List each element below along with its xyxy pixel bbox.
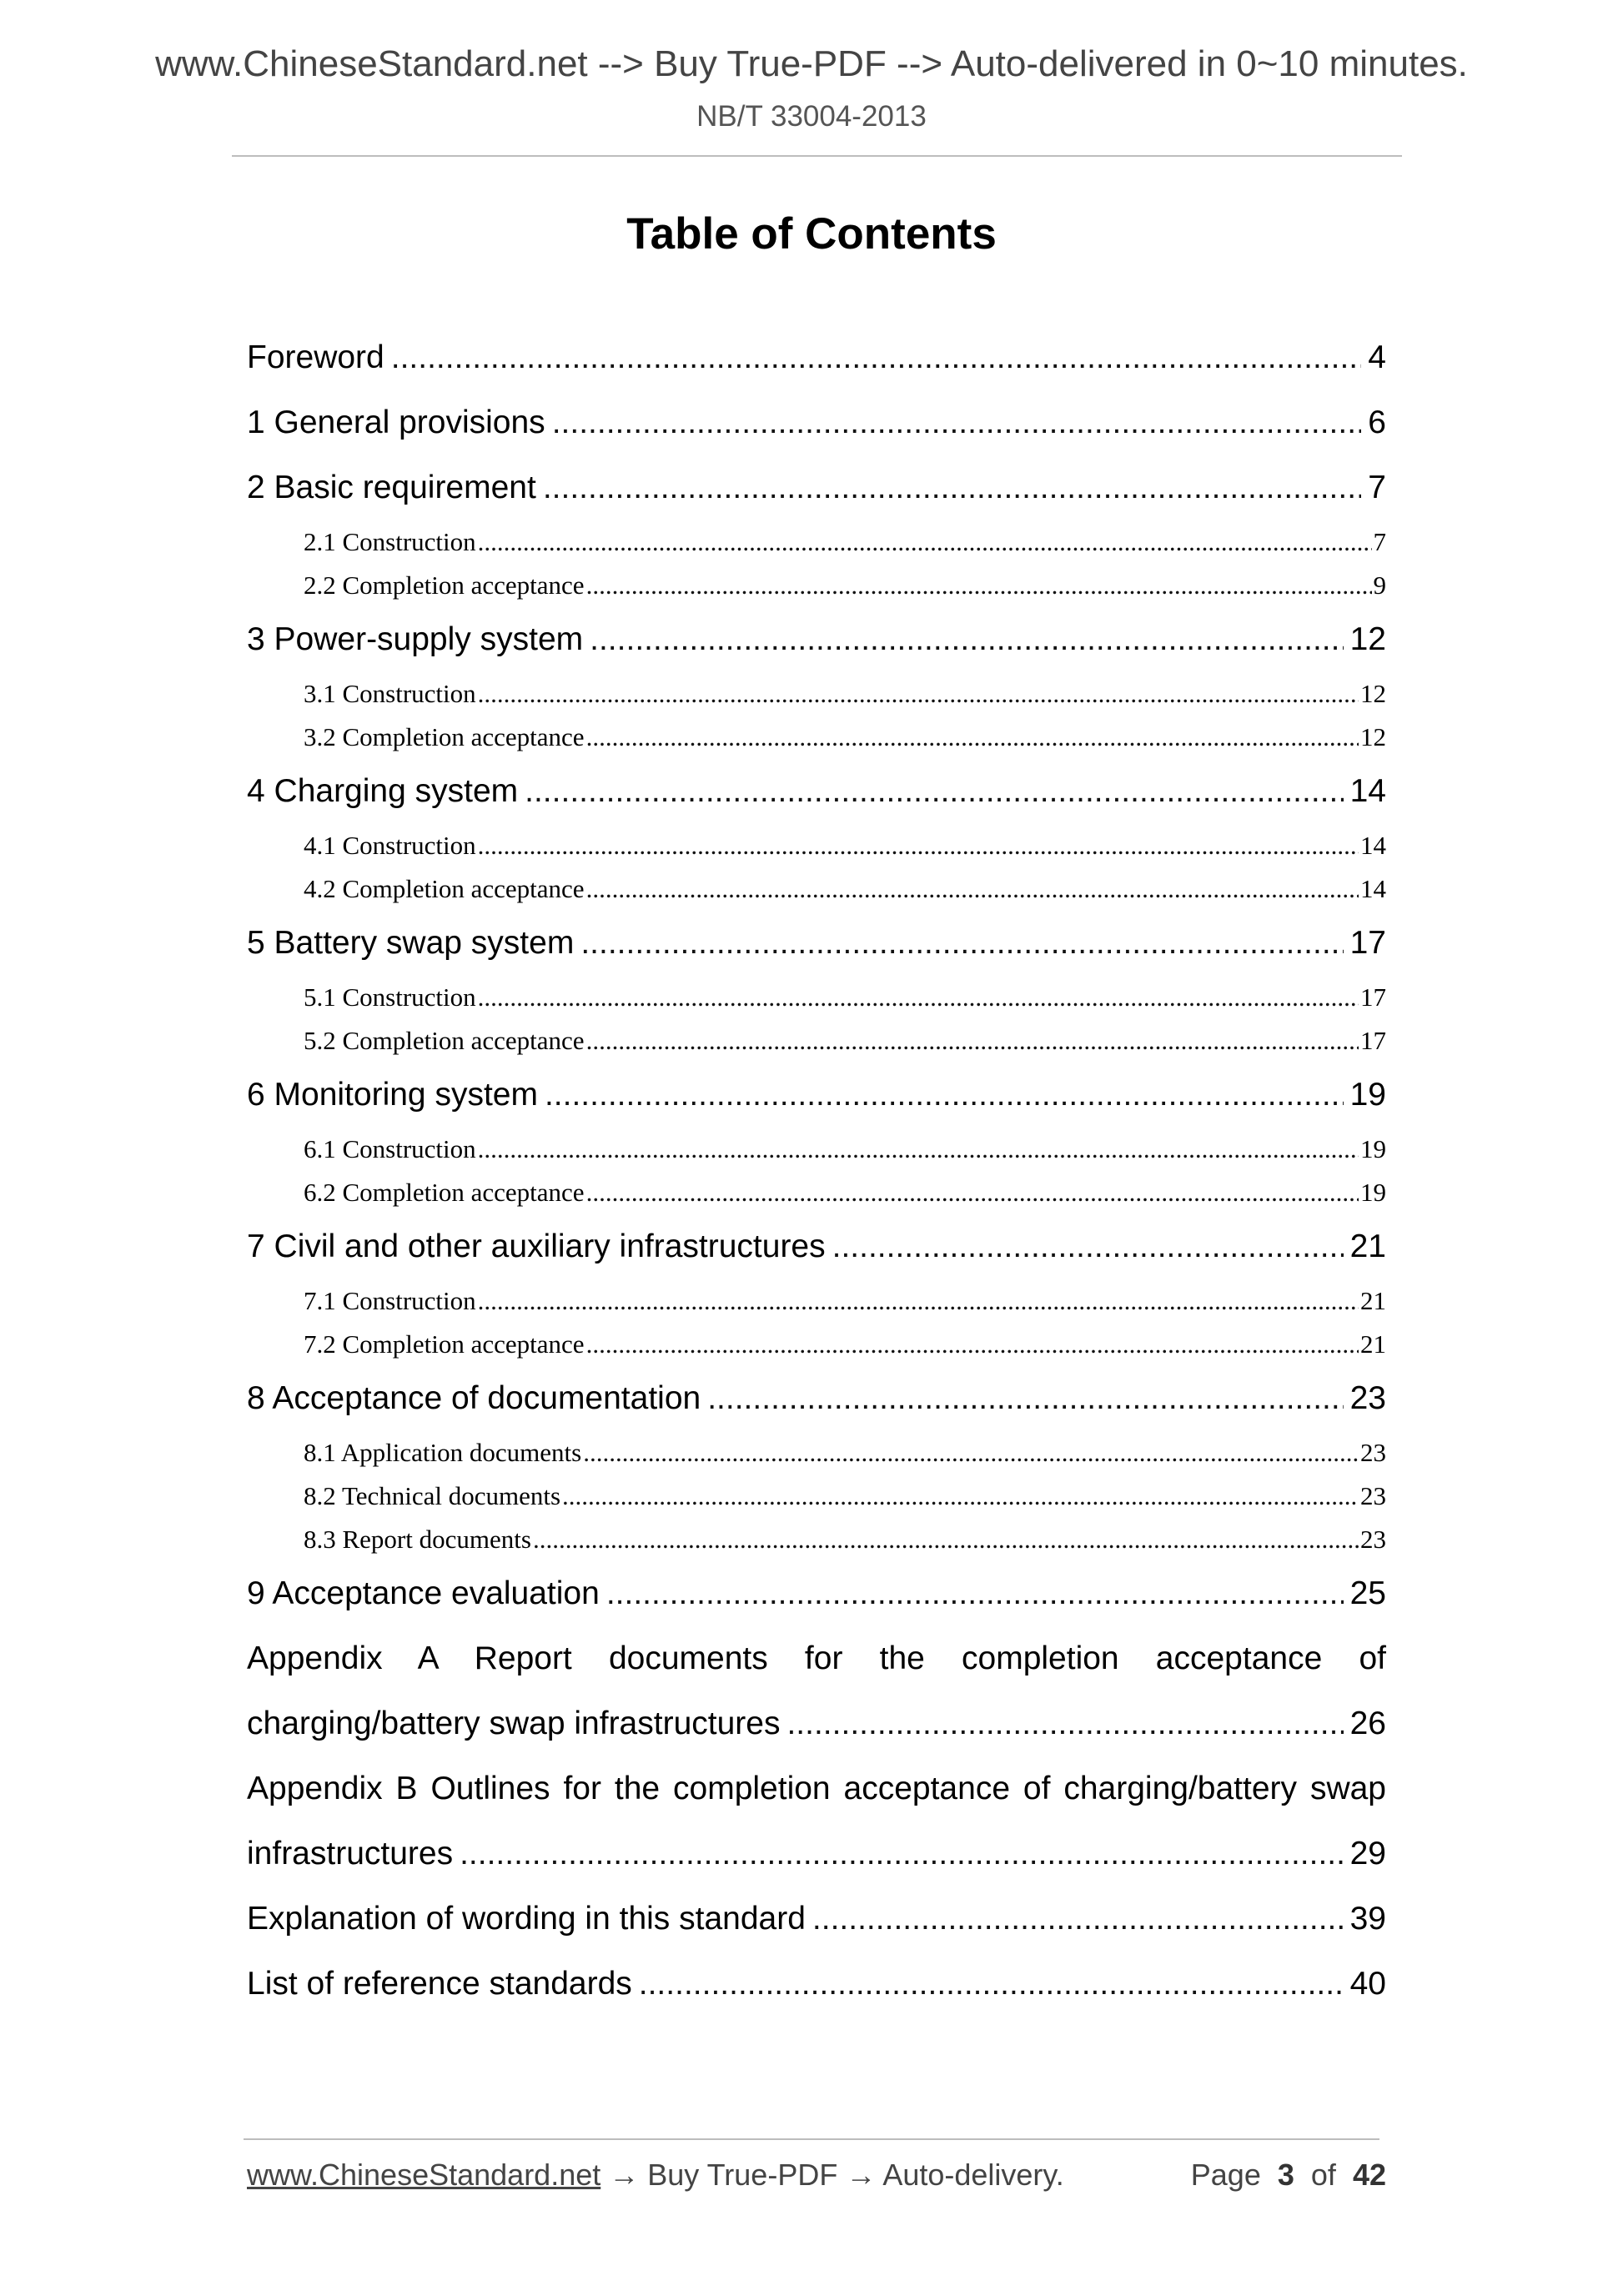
dot-leader	[543, 455, 1361, 520]
of-word: of	[1310, 2158, 1336, 2192]
standard-code: NB/T 33004-2013	[696, 100, 927, 133]
toc-page-number: 12	[1360, 722, 1386, 751]
dot-leader	[586, 1171, 1359, 1214]
current-page-number: 3	[1277, 2158, 1294, 2192]
dot-leader	[586, 1323, 1359, 1366]
toc-entry-label: 8.2 Technical documents	[304, 1481, 561, 1510]
toc-entry-label: 5 Battery swap system	[247, 925, 575, 961]
dot-leader	[478, 672, 1359, 716]
toc-subentry[interactable]	[247, 1019, 1386, 1063]
dot-leader	[580, 911, 1343, 976]
toc-page-number: 19	[1349, 1077, 1386, 1113]
toc-entry-label: 5.1 Construction	[304, 982, 476, 1012]
footer-promo	[247, 2158, 1064, 2193]
toc-subentry[interactable]	[247, 1475, 1386, 1518]
toc-entry[interactable]	[247, 607, 1386, 672]
toc-entry-label: 6.2 Completion acceptance	[304, 1178, 585, 1207]
toc-entry-label: 3 Power-supply system	[247, 621, 584, 657]
toc-page-number: 21	[1360, 1329, 1386, 1359]
page-title: Table of Contents	[626, 209, 997, 259]
dot-leader	[583, 1431, 1359, 1475]
toc-page-number: 39	[1349, 1901, 1386, 1937]
toc-entry-label: 7 Civil and other auxiliary infrastructures	[247, 1228, 826, 1264]
dot-leader	[639, 1952, 1344, 2017]
appendix-entry[interactable]	[247, 1691, 1386, 1756]
toc-page-number: 23	[1360, 1438, 1386, 1467]
toc-entry[interactable]	[247, 455, 1386, 520]
toc-page-number: 21	[1360, 1286, 1386, 1315]
toc-page-number: 23	[1360, 1525, 1386, 1554]
toc-entry[interactable]	[247, 911, 1386, 976]
toc-entry-label: 4.2 Completion acceptance	[304, 874, 585, 903]
toc-page-number: 6	[1368, 404, 1386, 440]
dot-leader	[478, 1128, 1359, 1171]
toc-entry-label: 2.2 Completion acceptance	[304, 570, 585, 600]
toc-page-number: 23	[1349, 1380, 1386, 1416]
toc-subentry[interactable]	[247, 1323, 1386, 1366]
dot-leader	[586, 564, 1372, 607]
appendix-entry[interactable]	[247, 1821, 1386, 1887]
toc-page-number: 12	[1349, 621, 1386, 657]
toc-entry-label: 6 Monitoring system	[247, 1077, 538, 1113]
dot-leader	[552, 390, 1362, 455]
toc-page-number: 21	[1349, 1228, 1386, 1264]
table-of-contents	[247, 325, 1386, 2017]
dot-leader	[812, 1887, 1344, 1952]
toc-subentry[interactable]	[247, 672, 1386, 716]
dot-leader	[707, 1366, 1343, 1431]
appendix-entry-line1[interactable]: Appendix B Outlines for the completion acceptance of charging/battery swap	[247, 1771, 1386, 1806]
toc-subentry[interactable]	[247, 1279, 1386, 1323]
dot-leader	[590, 607, 1343, 672]
dot-leader	[478, 824, 1359, 867]
toc-subentry[interactable]	[247, 976, 1386, 1019]
toc-page-number: 12	[1360, 679, 1386, 708]
dot-leader	[586, 716, 1359, 759]
toc-entry-label: 8.3 Report documents	[304, 1525, 531, 1554]
toc-entry[interactable]	[247, 1366, 1386, 1431]
toc-entry[interactable]	[247, 390, 1386, 455]
toc-subentry[interactable]	[247, 716, 1386, 759]
footer-divider	[244, 2138, 1379, 2140]
total-pages-number: 42	[1352, 2158, 1386, 2192]
toc-entry-label: 7.2 Completion acceptance	[304, 1329, 585, 1359]
toc-entry[interactable]	[247, 1952, 1386, 2017]
toc-entry-label: 3.2 Completion acceptance	[304, 722, 585, 751]
dot-leader	[460, 1821, 1344, 1887]
dot-leader	[391, 325, 1362, 390]
toc-subentry[interactable]	[247, 564, 1386, 607]
footer-promo-text: → Buy True-PDF → Auto-delivery.	[600, 2158, 1064, 2192]
dot-leader	[478, 1279, 1359, 1323]
toc-entry-label: 4 Charging system	[247, 773, 519, 809]
toc-page-number: 7	[1373, 527, 1386, 556]
toc-entry-label: 4.1 Construction	[304, 831, 476, 860]
toc-page-number: 19	[1360, 1134, 1386, 1163]
page-counter	[1191, 2158, 1386, 2193]
toc-page-number: 14	[1360, 874, 1386, 903]
toc-page-number: 25	[1349, 1575, 1386, 1611]
appendix-entry-line1[interactable]: Appendix A Report documents for the completion acceptance of	[247, 1640, 1386, 1676]
dot-leader	[533, 1518, 1359, 1561]
header-banner: www.ChineseStandard.net --> Buy True-PDF --> Auto-delivered in 0~10 minutes.	[155, 43, 1468, 84]
toc-entry-label: Explanation of wording in this standard	[247, 1901, 806, 1937]
toc-entry-label: 7.1 Construction	[304, 1286, 476, 1315]
toc-entry-label: List of reference standards	[247, 1966, 632, 2002]
toc-subentry[interactable]	[247, 1431, 1386, 1475]
toc-page-number: 9	[1373, 570, 1386, 600]
header-divider	[232, 155, 1402, 157]
toc-page-number: 14	[1349, 773, 1386, 809]
toc-entry[interactable]	[247, 1214, 1386, 1279]
toc-entry-label: infrastructures	[247, 1836, 454, 1871]
toc-subentry[interactable]	[247, 1128, 1386, 1171]
toc-entry-label: Foreword	[247, 339, 384, 375]
toc-entry-label: charging/battery swap infrastructures	[247, 1706, 781, 1741]
toc-entry-label: 3.1 Construction	[304, 679, 476, 708]
toc-entry[interactable]	[247, 759, 1386, 824]
dot-leader	[606, 1561, 1344, 1626]
toc-subentry[interactable]	[247, 520, 1386, 564]
footer-site-link[interactable]: www.ChineseStandard.net	[247, 2158, 601, 2192]
toc-entry-label: 8 Acceptance of documentation	[247, 1380, 701, 1416]
toc-subentry[interactable]	[247, 1171, 1386, 1214]
dot-leader	[786, 1691, 1343, 1756]
dot-leader	[586, 1019, 1359, 1063]
toc-entry-label: 5.2 Completion acceptance	[304, 1026, 585, 1055]
toc-page-number: 4	[1368, 339, 1386, 375]
toc-entry-label: 2 Basic requirement	[247, 470, 536, 505]
toc-page-number: 17	[1349, 925, 1386, 961]
toc-page-number: 23	[1360, 1481, 1386, 1510]
dot-leader	[478, 520, 1372, 564]
toc-page-number: 7	[1368, 470, 1386, 505]
toc-entry-label: 9 Acceptance evaluation	[247, 1575, 600, 1611]
toc-subentry[interactable]	[247, 824, 1386, 867]
toc-page-number: 17	[1360, 1026, 1386, 1055]
toc-page-number: 29	[1349, 1836, 1386, 1871]
toc-subentry[interactable]	[247, 867, 1386, 911]
dot-leader	[545, 1063, 1344, 1128]
dot-leader	[586, 867, 1359, 911]
dot-leader	[562, 1475, 1359, 1518]
toc-entry-label: 2.1 Construction	[304, 527, 476, 556]
toc-page-number: 14	[1360, 831, 1386, 860]
toc-page-number: 40	[1349, 1966, 1386, 2002]
toc-page-number: 19	[1360, 1178, 1386, 1207]
toc-entry[interactable]	[247, 1887, 1386, 1952]
toc-subentry[interactable]	[247, 1518, 1386, 1561]
toc-page-number: 26	[1349, 1706, 1386, 1741]
dot-leader	[832, 1214, 1344, 1279]
dot-leader	[478, 976, 1359, 1019]
toc-entry-label: 8.1 Application documents	[304, 1438, 582, 1467]
toc-entry[interactable]	[247, 1561, 1386, 1626]
toc-entry[interactable]	[247, 325, 1386, 390]
toc-entry[interactable]	[247, 1063, 1386, 1128]
toc-entry-label: 1 General provisions	[247, 404, 545, 440]
dot-leader	[525, 759, 1343, 824]
page-word: Page	[1190, 2158, 1261, 2192]
toc-entry-label: 6.1 Construction	[304, 1134, 476, 1163]
toc-page-number: 17	[1360, 982, 1386, 1012]
